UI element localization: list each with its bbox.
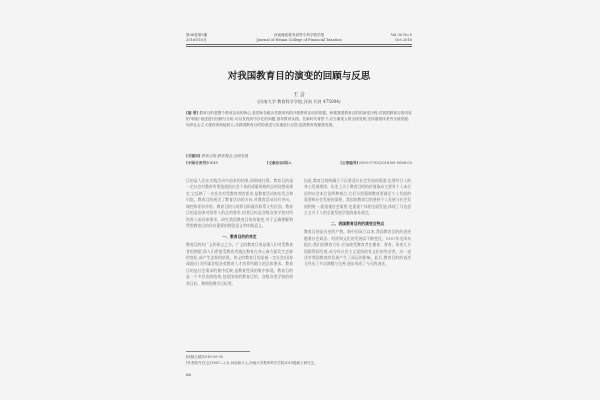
body-column-left [186,178,293,287]
left-intro-paragraph: 目的是人们在实践活动中追求的结果,预期或打算。教育目的是一定社会对教育所要造就的社会个体的质量规格的总的设想或规定,它反映了一定社会对受教育者的要求,是教育活动的出发点和归宿。教育目的规定了教育活动的方向,对教育活动具有导向、调控和评价作用。教育目的与培养目标既有联系又有区别。教育目的是国家对培养人的总的要求,培养目标是各级各类学校对所培养人的具体要求。研究我国教育目的的演变,对于正确理解和贯彻教育目的具有重要的理论意义和实践意义。 [186,178,293,229]
doc-code: [文献标识码]A [266,161,292,165]
keywords-line [186,154,412,159]
classification-line [186,161,412,166]
section-heading-2: 二、我国教育目的的演变及特点 [330,220,385,226]
header-journal-cn: 河南财政税务高等专科学校学报 [273,33,325,37]
header-center [256,33,341,42]
keywords-text: 教育目的;教育观念;全面发展 [201,154,249,158]
header-volume-en: Vol.30 No.5 [390,33,412,37]
right-intro-paragraph: 因此,教育目的的确立不仅要适应社会发展的需要,也要符合人的身心发展规律。历史上关于教育目的的价值取向主要有个人本位论和社会本位论两种观点,它们分别强调教育要满足个人发展的需要和社会发展的需要。我国的教育目的坚持个人发展与社会发展相统一,既重视社会需要,也重视个体的全面发展,体现了马克思主义关于人的全面发展学说的基本观点。 [304,178,411,216]
abstract-text: 教育目的是整个教育活动的核心,是国家各级各类教育机构开展教育活动的依据。纵观我国教育目的的演变历程,对我国教育目的内容的"职能"表述进行回顾与分析,可以发现其中存在的问题,指导教育实践。在新时代背景下,应当重视人的全面发展,坚持德智体美劳全面发展,培养社会主义建设者和接班人,对我国教育目的的表述与实施进行反思,促进教育的健康发展。 [186,111,412,128]
author-affiliation: (河南大学 教育科学学院,河南 开封 475004) [257,99,341,104]
right-continued-paragraph: 教育目的是历史的产物。新中国成立以来,我国教育目的的表述随着社会政治、经济和文化的发展而不断变化。1957年毛泽东提出:我们的教育方针,应该使受教育者在德育、智育、体育几方面都得到发展,成为有社会主义觉悟的有文化的劳动者。这一表述对我国教育的发展产生了深远的影响。此后,教育目的的表述又经历了多次调整与完善,逐步形成了今天的表述。 [304,229,411,267]
footnote-received: [收稿日期]2016-09-05 [186,355,223,359]
abstract-label: [摘 要] [186,111,199,115]
header-journal-en: Journal of Henan College of Financial Taxation [256,37,342,42]
abstract-block [186,110,412,129]
left-continued-paragraph: 教育目的有广义和狭义之分。广义的教育目的是指人们对受教育者的期望,即人们希望受教育者通过教育在身心诸方面发生怎样的变化,或产生怎样的结果。狭义的教育目的是指一定社会(国家或地区)为所属各级各类教育人才培养所确立的总体要求。教育目的是社会需求的集中反映,是教育性质的集中体现。教育目的是一个多层次的结构,包括国家的教育目的、各级各类学校的培养目标、教师的教学目标等。 [186,242,293,286]
clc-code: [中图分类号]G640 [186,161,218,165]
header-date-en: Oct.2016 [395,37,412,42]
keywords-label: [关键词] [186,154,201,158]
header-rule-bottom [186,46,412,47]
footnote-rule [186,351,250,352]
section-heading-1: 一、教育目的的界定 [222,233,257,239]
header-right [391,33,412,42]
article-id: [文章编号]2095-5793(2016)05-0066-03 [340,161,412,165]
running-header [186,33,412,42]
article-title: 对我国教育目的演变的回顾与反思 [227,71,371,82]
author-name: 王 会 [293,92,305,98]
page-number: 66 [186,372,192,377]
body-column-right [304,178,411,268]
footnote-author-bio: [作者简介]王会(1987—),女,河南商丘人,河南大学教育科学学院2015级硕士研究生。 [186,361,318,365]
header-date: 2016年10月 [186,37,207,42]
header-volume: 第36卷第5期 [186,33,208,37]
header-left [186,33,207,42]
